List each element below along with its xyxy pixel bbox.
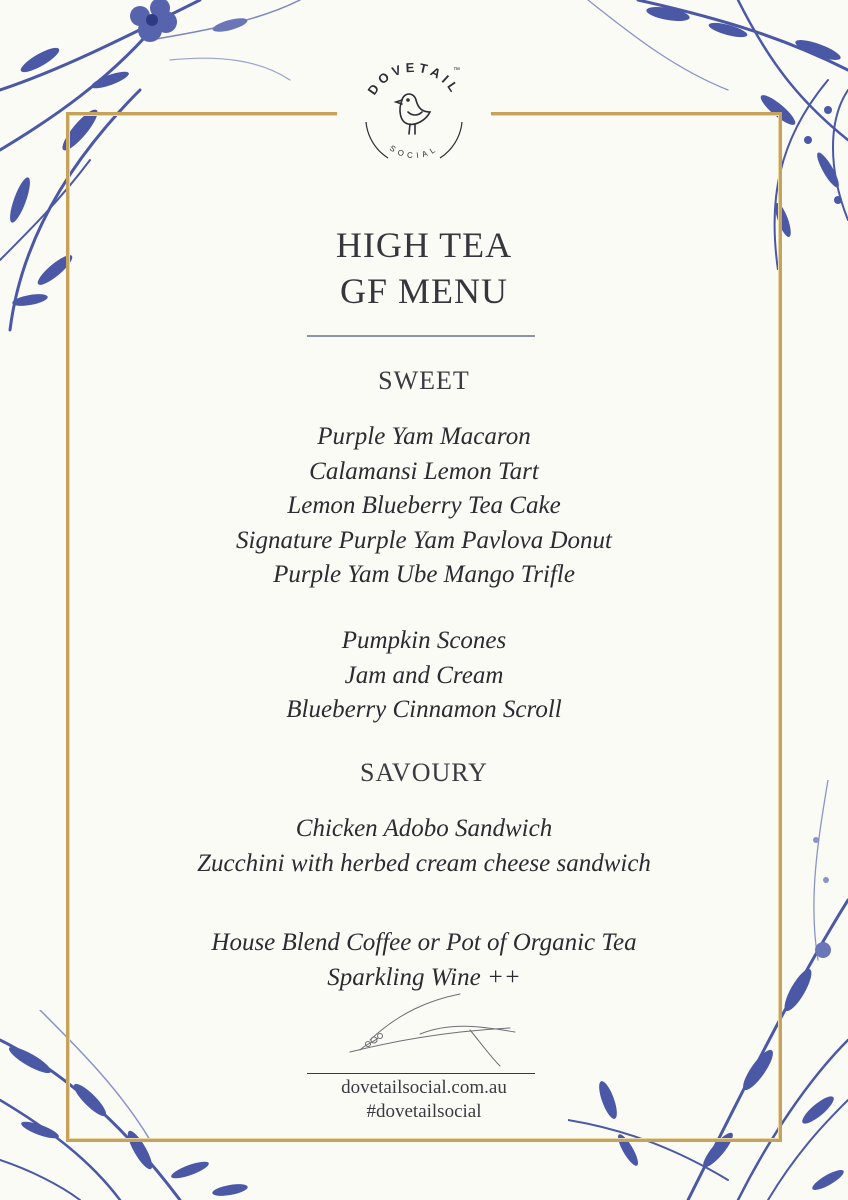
menu-item: Signature Purple Yam Pavlova Donut (236, 526, 612, 554)
menu-item: Purple Yam Ube Mango Trifle (273, 561, 575, 588)
footer-website: dovetailsocial.com.au (341, 1077, 507, 1098)
menu-item: Pumpkin Scones (341, 627, 507, 654)
dove-logo-icon (352, 50, 476, 174)
menu-item: House Blend Coffee or Pot of Organic Tea (211, 929, 637, 956)
logo-brand-top: DOVETAIL (364, 59, 464, 98)
menu-item: Lemon Blueberry Tea Cake (287, 492, 561, 519)
menu-item: Sparkling Wine ++ (327, 963, 521, 991)
menu-item: Purple Yam Macaron (317, 423, 531, 450)
logo-trademark: ™ (453, 67, 460, 74)
menu-title-line1: HIGH TEA (335, 225, 513, 265)
drinks-items-list (0, 926, 848, 995)
menu-item: Zucchini with herbed cream cheese sandwich (197, 849, 651, 877)
menu-item: Chicken Adobo Sandwich (295, 815, 553, 842)
menu-item: Calamansi Lemon Tart (309, 457, 539, 485)
footer-hashtag: #dovetailsocial (366, 1101, 482, 1122)
menu-title-line2: GF MENU (339, 271, 508, 311)
logo-brand-bottom: SOCIAL (387, 143, 441, 161)
section-heading-savoury: SAVOURY (360, 758, 488, 787)
menu-item: Jam and Cream (344, 661, 504, 689)
title-divider (307, 335, 535, 337)
menu-item: Blueberry Cinnamon Scroll (286, 696, 562, 723)
sweet-items-list (0, 420, 848, 593)
svg-text:DOVETAIL (365, 60, 464, 98)
footer-divider (307, 1073, 535, 1074)
svg-text:SOCIAL (388, 144, 440, 161)
savoury-items-list (0, 812, 848, 881)
scones-items-list (0, 624, 848, 728)
section-heading-sweet: SWEET (378, 366, 470, 395)
